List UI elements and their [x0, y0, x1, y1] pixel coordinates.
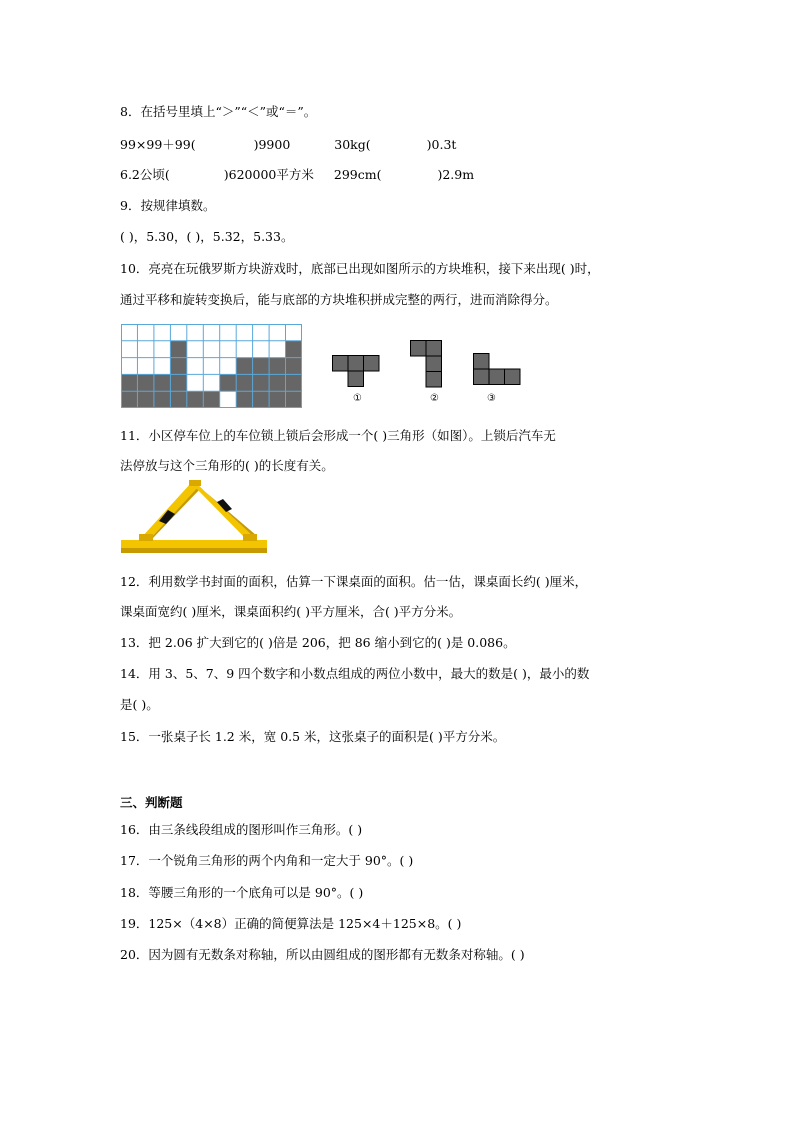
q8-expr3-right: )620000平方米 — [223, 167, 314, 182]
q20: 20．因为圆有无数条对称轴，所以由圆组成的图形都有无数条对称轴。( ) — [120, 947, 525, 962]
q8-expr1-left: 99×99＋99( — [120, 137, 196, 152]
q16: 16．由三条线段组成的图形叫作三角形。( ) — [120, 822, 363, 837]
q8-expr4-right: )2.9m — [437, 167, 475, 182]
option-label-3: ③ — [487, 393, 496, 404]
q14-line1: 14．用 3、5、7、9 四个数字和小数点组成的两位小数中，最大的数是( )，最小的数 — [120, 666, 590, 681]
option-label-1: ① — [353, 393, 362, 404]
tetromino-option-3[interactable] — [473, 353, 523, 386]
q8-expr1-right: )9900 — [253, 137, 291, 152]
section3-title: 三、判断题 — [120, 795, 183, 810]
tetromino-option-1[interactable] — [332, 355, 380, 387]
tetris-grid-figure — [121, 324, 302, 408]
q17: 17．一个锐角三角形的两个内角和一定大于 90°。( ) — [120, 853, 414, 868]
q19: 19．125×（4×8）正确的简便算法是 125×4＋125×8。( ) — [120, 916, 462, 931]
q8-expr2-left: 30kg( — [334, 137, 371, 152]
q11-line2: 法停放与这个三角形的( )的长度有关。 — [120, 458, 334, 473]
option-label-2: ② — [430, 393, 439, 404]
q8-expr3-left: 6.2公顷( — [120, 167, 170, 182]
q12-line2: 课桌面宽约( )厘米，课桌面积约( )平方厘米，合( )平方分米。 — [120, 604, 462, 619]
q9-title: 9．按规律填数。 — [120, 198, 216, 213]
q10-line2: 通过平移和旋转变换后，能与底部的方块堆积拼成完整的两行，进而消除得分。 — [120, 292, 558, 307]
q8-row2 — [120, 167, 474, 183]
q15-line1: 15．一张桌子长 1.2 米，宽 0.5 米，这张桌子的面积是( )平方分米。 — [120, 729, 506, 744]
q10-line1: 10．亮亮在玩俄罗斯方块游戏时，底部已出现如图所示的方块堆积，接下来出现( )时， — [120, 261, 600, 276]
q8-row1 — [120, 137, 456, 153]
q8-expr4-left: 299cm( — [333, 167, 382, 182]
q13-line1: 13．把 2.06 扩大到它的( )倍是 206，把 86 缩小到它的( )是 0.086。 — [120, 635, 516, 650]
tetromino-option-2[interactable] — [410, 340, 443, 388]
q18: 18．等腰三角形的一个底角可以是 90°。( ) — [120, 885, 364, 900]
q8-title: 8．在括号里填上“＞”“＜”或“＝”。 — [120, 104, 317, 119]
parking-lock-image — [119, 480, 269, 558]
q8-expr2-right: )0.3t — [426, 137, 457, 152]
q9-sequence[interactable]: ( )，5.30，( )，5.32，5.33。 — [120, 229, 294, 244]
q14-line2: 是( )。 — [120, 697, 159, 712]
q11-line1: 11．小区停车位上的车位锁上锁后会形成一个( )三角形（如图）。上锁后汽车无 — [120, 428, 556, 443]
q12-line1: 12．利用数学书封面的面积，估算一下课桌面的面积。估一估，课桌面长约( )厘米， — [120, 574, 588, 589]
